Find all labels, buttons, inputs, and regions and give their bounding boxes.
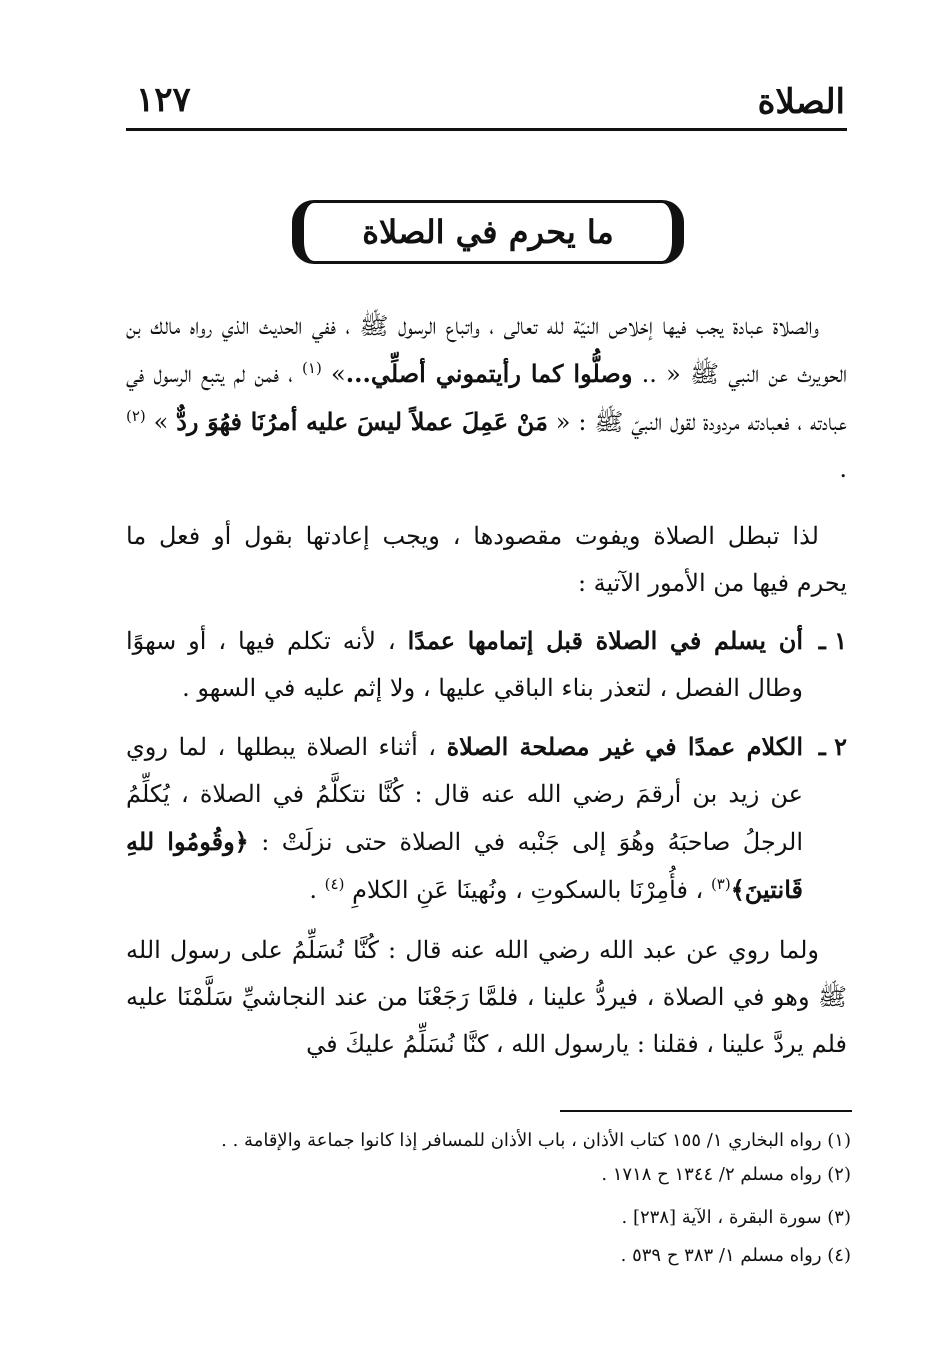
footnote-4: (٤) رواه مسلم ١/ ٣٨٣ ح ٥٣٩ .: [620, 1245, 851, 1266]
footnote-ref-3: (٣): [710, 875, 731, 893]
footnote-ref-4: (٤): [324, 875, 345, 893]
list-item-heading: أن يسلم في الصلاة قبل إتمامها عمدًا: [407, 626, 803, 655]
footnote-2: (٢) رواه مسلم ٢/ ١٣٤٤ ح ١٧١٨ .: [601, 1164, 851, 1185]
list-item-text-3: .: [309, 876, 325, 904]
hadith-quote-2: مَنْ عَمِلَ عملاً ليسَ عليه أمرُنَا فهُوَ ردٌّ: [176, 407, 548, 436]
list-item: [126, 723, 847, 914]
list-item-text-1: ، أثناء الصلاة يبطلها ، لما روي عن زيد بن أرقمَ رضي الله عنه قال : كُنَّا نتكلَّمُ في الصلاة ، يُكلِّمُ الرجلُ صاحبَهُ وهُوَ إلى جَنْبه في الصلاة حتى نزلَتْ :: [126, 733, 803, 856]
footnote-ref-1: (١): [302, 359, 322, 377]
paragraph-list-intro: لذا تبطل الصلاة ويفوت مقصودها ، ويجب إعادتها بقول أو فعل ما يحرم فيها من الأمور الآتية :: [126, 522, 847, 597]
header-rule: [126, 128, 847, 131]
paragraph-intro-text-3: ، فمن لم يتبع الرسول في عبادته ، فعبادته مردودة لقول النبيّ ﷺ : «: [126, 360, 847, 436]
list-item: [126, 617, 847, 712]
list-item-number: ٢ ـ: [818, 732, 847, 761]
footnote-1: (١) رواه البخاري ١/ ١٥٥ كتاب الأذان ، باب الأذان للمسافر إذا كانوا جماعة والإقامة . .: [221, 1130, 851, 1151]
footnote-3: (٣) سورة البقرة ، الآية [٢٣٨] .: [621, 1207, 851, 1228]
paragraph-intro-text-5: .: [839, 455, 847, 483]
list-item-text: ، لأنه تكلم فيها ، أو سهوًا وطال الفصل ، لتعذر بناء الباقي عليها ، ولا إثم عليه في السهو .: [126, 627, 803, 702]
paragraph-intro-text-1: والصلاة عبادة يجب فيها إخلاص النيّة لله تعالى ، واتباع الرسول ﷺ ، ففي الحديث الذي رواه مالك بن الحويرث عن النبي ﷺ « ..: [126, 312, 848, 388]
quran-quote: ﴿وقُومُوا للهِ قَانتينَ﴾: [126, 827, 803, 904]
list-item-text-2: ، فأُمِرْنَا بالسكوتِ ، ونُهينَا عَنِ الكلامِ: [344, 876, 711, 904]
paragraph-intro: [126, 303, 847, 493]
section-title: ما يحرم في الصلاة: [362, 213, 614, 251]
paragraph-intro-text-4: »: [145, 408, 177, 436]
page-number: ١٢٧: [136, 80, 191, 120]
list-item-heading: الكلام عمدًا في غير مصلحة الصلاة: [446, 732, 804, 761]
hadith-quote-1: وصلُّوا كما رأيتموني أصلِّي...: [345, 359, 633, 388]
list-item-number: ١ ـ: [818, 626, 847, 655]
running-header-title: الصلاة: [757, 82, 845, 122]
paragraph-intro-text-2: »: [321, 360, 346, 388]
footnote-rule: [560, 1110, 852, 1112]
footnote-ref-2: (٢): [126, 407, 146, 425]
paragraph-continuation: ولما روي عن عبد الله رضي الله عنه قال : كُنَّا نُسَلِّمُ على رسول الله ﷺ وهو في الصلاة ، فيردُّ علينا ، فلمَّا رَجَعْنَا من عند النجاشيِّ سَلَّمْنَا عليه فلم يردَّ علينا ، فقلنا : يارسول الله ، كنَّا نُسَلِّمُ عليكَ في: [126, 936, 847, 1058]
section-title-box: [292, 200, 684, 264]
